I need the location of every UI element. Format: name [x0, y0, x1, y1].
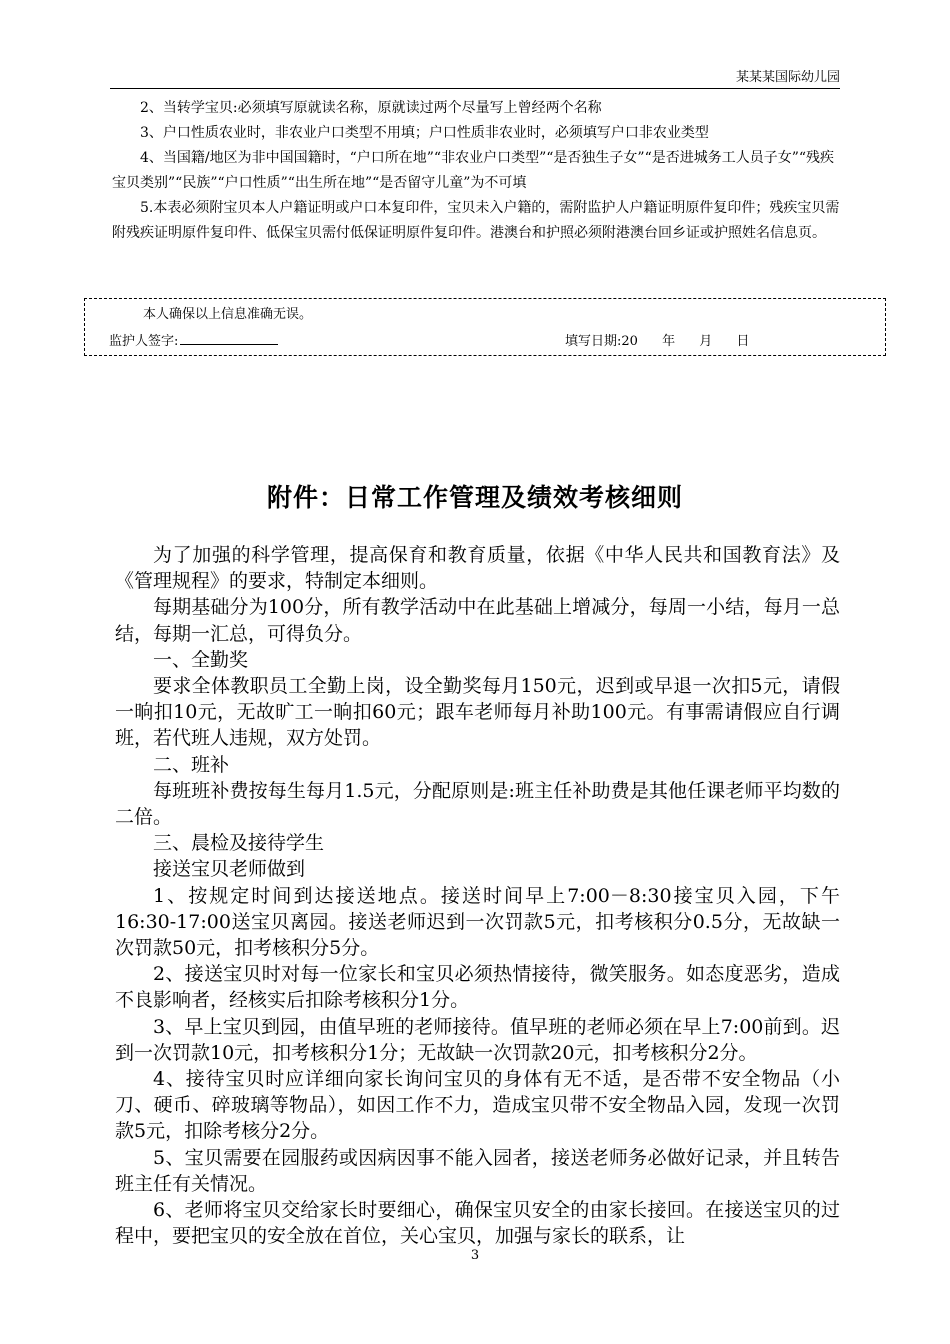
section-heading: 二、班补 — [153, 753, 230, 776]
paragraph: 为了加强的科学管理，提高保育和教育质量，依据《中华人民共和国教育法》及《管理规程》的要求，特制定本细则。 — [115, 544, 840, 593]
list-item: 2、接送宝贝时对每一位家长和宝贝必须热情接待，微笑服务。如态度恶劣，造成不良影响者，经核实后扣除考核积分1分。 — [115, 963, 840, 1012]
note-5: 5.本表必须附宝贝本人户籍证明或户口本复印件，宝贝未入户籍的，需附监护人户籍证明原件复印件；残疾宝贝需附残疾证明原件复印件、低保宝贝需付低保证明原件复印件。港澳台和护照必须附港澳台回乡证或护照姓名信息页。 — [112, 200, 840, 241]
paragraph: 每班班补费按每生每月1.5元，分配原则是:班主任补助费是其他任课老师平均数的二倍。 — [115, 779, 840, 829]
list-item: 3、早上宝贝到园，由值早班的老师接待。值早班的老师必须在早上7:00前到。迟到一次罚款10元，扣考核积分1分；无故缺一次罚款20元，扣考核积分2分。 — [115, 1015, 840, 1064]
date-field — [565, 330, 769, 349]
section-heading: 一、全勤奖 — [153, 648, 249, 671]
signature-line — [180, 331, 278, 345]
paragraph: 每期基础分为100分，所有教学活动中在此基础上增减分，每周一小结，每月一总结，每期一汇总，可得负分。 — [115, 596, 840, 645]
list-item: 5、宝贝需要在园服药或因病因事不能入园者，接送老师务必做好记录，并且转告班主任有关情况。 — [115, 1146, 840, 1195]
list-item: 4、接待宝贝时应详细向家长询问宝贝的身体有无不适，是否带不安全物品（小刀、硬币、碎玻璃等物品），如因工作不力，造成宝贝带不安全物品入园，发现一次罚款5元，扣除考核分2分。 — [115, 1068, 840, 1143]
date-label: 填写日期:20 — [565, 334, 638, 349]
note-3: 3、户口性质农业时，非农业户口类型不用填；户口性质非农业时，必须填写户口非农业类型 — [140, 125, 709, 141]
signature-label: 监护人签字: — [109, 334, 179, 349]
header-divider — [110, 88, 840, 89]
document-body — [115, 542, 840, 1249]
page-header: 某某某国际幼儿园 — [735, 70, 840, 85]
paragraph: 要求全体教职员工全勤上岗，设全勤奖每月150元，迟到或早退一次扣5元，请假一晌扣10元，无故旷工一晌扣60元；跟车老师每月补助100元。有事需请假应自行调班，若代班人违规，双方处罚。 — [115, 675, 840, 750]
date-day: 日 — [736, 334, 750, 349]
list-item: 1、按规定时间到达接送地点。接送时间早上7:00－8:30接宝贝入园，下午16:30-17:00送宝贝离园。接送老师迟到一次罚款5元，扣考核积分0.5分，无故缺一次罚款50元，扣考核积分5分。 — [115, 884, 840, 960]
page-number: 3 — [470, 1248, 480, 1263]
date-year: 年 — [662, 334, 676, 349]
note-4: 4、当国籍/地区为非中国国籍时，“户口所在地”“非农业户口类型”“是否独生子女”“是否进城务工人员子女”“残疾宝贝类别”“民族”“户口性质”“出生所在地”“是否留守儿童”为不可填 — [112, 150, 835, 191]
form-notes — [112, 96, 840, 246]
signature-field — [109, 330, 278, 349]
confirmation-statement: 本人确保以上信息准确无误。 — [143, 307, 313, 322]
guardian-confirmation-box — [84, 298, 886, 356]
date-month: 月 — [699, 334, 713, 349]
paragraph: 接送宝贝老师做到 — [153, 858, 306, 881]
list-item: 6、老师将宝贝交给家长时要细心，确保宝贝安全的由家长接回。在接送宝贝的过程中，要把宝贝的安全放在首位，关心宝贝，加强与家长的联系，让 — [115, 1199, 840, 1248]
section-heading: 三、晨检及接待学生 — [153, 832, 325, 855]
note-2: 2、当转学宝贝:必须填写原就读名称，原就读过两个尽量写上曾经两个名称 — [140, 100, 602, 116]
document-title: 附件：日常工作管理及绩效考核细则 — [266, 483, 683, 512]
